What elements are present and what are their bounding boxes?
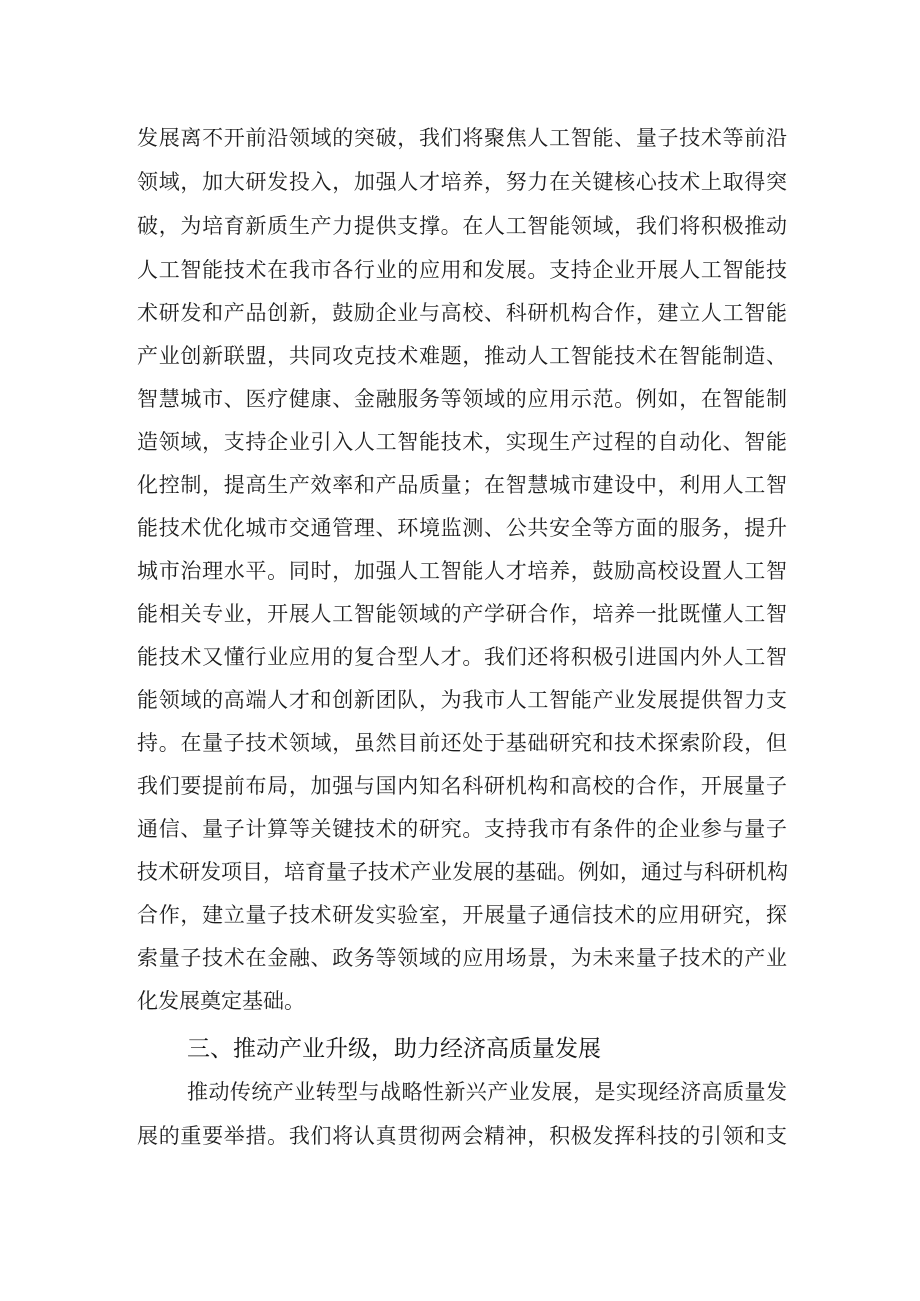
text-line: 智慧城市、医疗健康、金融服务等领域的应用示范。例如，在智能制 xyxy=(137,387,787,411)
text-line: 合作，建立量子技术研发实验室，开展量子通信技术的应用研究，探 xyxy=(137,903,787,927)
text-line: 通信、量子计算等关键技术的研究。支持我市有条件的企业参与量子 xyxy=(137,817,787,841)
text-line: 能领域的高端人才和创新团队，为我市人工智能产业发展提供智力支 xyxy=(137,688,787,712)
text-line: 化控制，提高生产效率和产品质量；在智慧城市建设中，利用人工智 xyxy=(137,473,787,497)
text-line: 化发展奠定基础。 xyxy=(137,989,305,1013)
text-line: 产业创新联盟，共同攻克技术难题，推动人工智能技术在智能制造、 xyxy=(137,344,787,368)
text-line: 发展离不开前沿领域的突破，我们将聚焦人工智能、量子技术等前沿 xyxy=(137,126,787,150)
text-line: 造领域，支持企业引入人工智能技术，实现生产过程的自动化、智能 xyxy=(137,430,787,454)
text-line: 人工智能技术在我市各行业的应用和发展。支持企业开展人工智能技 xyxy=(137,258,787,282)
text-line: 推动传统产业转型与战略性新兴产业发展，是实现经济高质量发 xyxy=(187,1080,787,1104)
text-line: 能技术又懂行业应用的复合型人才。我们还将积极引进国内外人工智 xyxy=(137,645,787,669)
text-line: 能技术优化城市交通管理、环境监测、公共安全等方面的服务，提升 xyxy=(137,516,787,540)
text-line: 持。在量子技术领域，虽然目前还处于基础研究和技术探索阶段，但 xyxy=(137,731,787,755)
text-line: 能相关专业，开展人工智能领域的产学研合作，培养一批既懂人工智 xyxy=(137,602,787,626)
text-line: 术研发和产品创新，鼓励企业与高校、科研机构合作，建立人工智能 xyxy=(137,301,787,325)
text-line: 破，为培育新质生产力提供支撑。在人工智能领域，我们将积极推动 xyxy=(137,214,787,238)
text-line: 领域，加大研发投入，加强人才培养，努力在关键核心技术上取得突 xyxy=(137,170,787,194)
text-line: 技术研发项目，培育量子技术产业发展的基础。例如，通过与科研机构 xyxy=(137,860,788,884)
text-line: 城市治理水平。同时，加强人工智能人才培养，鼓励高校设置人工智 xyxy=(137,559,787,583)
text-line: 索量子技术在金融、政务等领域的应用场景，为未来量子技术的产业 xyxy=(137,946,787,970)
text-line: 我们要提前布局，加强与国内知名科研机构和高校的合作，开展量子 xyxy=(137,774,787,798)
text-line: 展的重要举措。我们将认真贯彻两会精神，积极发挥科技的引领和支 xyxy=(137,1124,787,1148)
section-heading: 三、推动产业升级，助力经济高质量发展 xyxy=(187,1036,601,1062)
